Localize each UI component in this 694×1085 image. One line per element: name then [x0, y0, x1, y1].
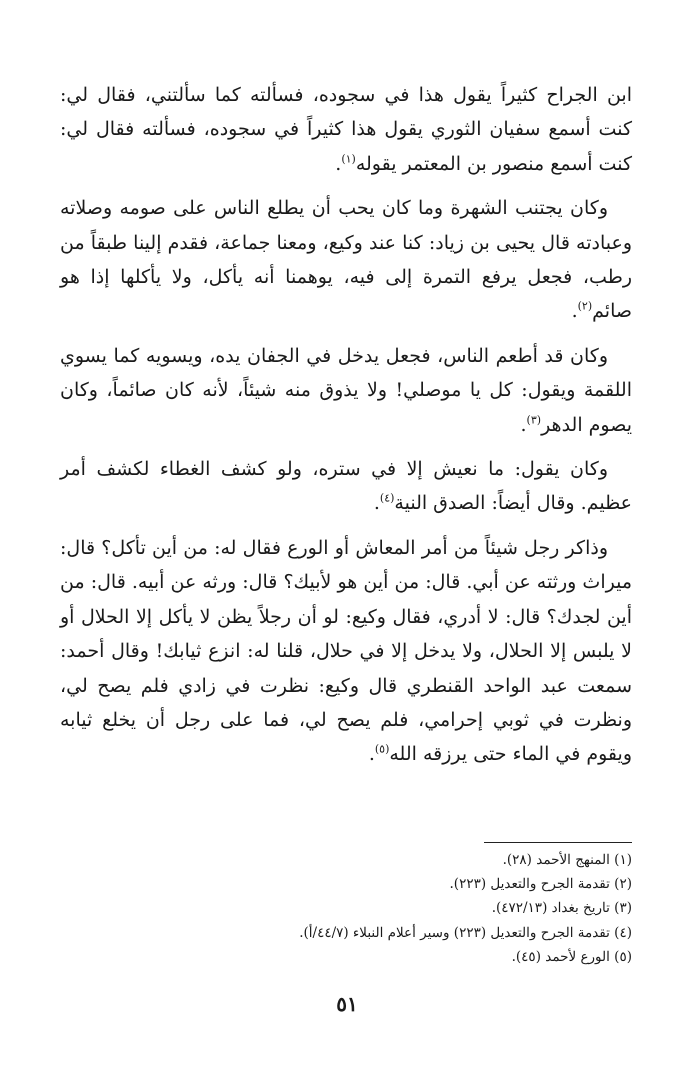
- paragraph-5: [60, 531, 632, 772]
- paragraph-end: .: [373, 492, 380, 515]
- paragraph-end: .: [335, 152, 342, 175]
- paragraph-text: وكان يجتنب الشهرة وما كان يحب أن يطلع الناس على صومه وصلاته وعبادته قال يحيى بن زياد: كنا عند وكيع، ومعنا جماعة، فقدم إلينا طبقاً من رطب، فجعل يرفع التمرة إلى فيه، يوهمنا أنه يأكل، ولا يأكلها إذا هو صائم: [60, 197, 632, 323]
- footnote-3: (٣) تاريخ بغداد (٤٧٢/١٣).: [491, 900, 632, 917]
- paragraph-text: وكان يقول: ما نعيش إلا في ستره، ولو كشف الغطاء لكشف أمر عظيم. وقال أيضاً: الصدق النية: [60, 458, 632, 515]
- main-text: [60, 78, 632, 782]
- paragraph-4: [60, 452, 632, 521]
- page-number: ٥١: [336, 992, 358, 1016]
- paragraph-text: وذاكر رجل شيئاً من أمر المعاش أو الورع فقال له: من أين تأكل؟ قال: ميراث ورثته عن أبي. قال: من أين هو لأبيك؟ قال: ورثه عن أبيه. قال: من أين لجدك؟ قال: لا أدري، فقال وكيع: لو أن رجلاً يظن لا يأكل إلا الحلال أو لا يلبس إلا الحلال، ولا يدخل إلا في حلال، قلنا له: انزع ثيابك! وقال أحمد: سمعت عبد الواحد القنطري قال وكيع: نظرت في زادي فلم يصح لي، ونظرت في ثوبي إحرامي، فلم يصح لي، فما على رجل أن يخلع ثيابه ويقوم في الماء حتى يرزقه الله: [60, 536, 632, 766]
- paragraph-text: وكان قد أطعم الناس، فجعل يدخل في الجفان يده، ويسويه كما يسوي اللقمة ويقول: كل يا موصلي! ولا يذوق منه شيئاً، لأنه كان صائماً، وكان يصوم الدهر: [60, 344, 632, 436]
- footnote-marker: (٣): [526, 413, 542, 427]
- footnote-marker: (٤): [379, 492, 395, 506]
- footnote-separator: [484, 842, 632, 843]
- paragraph-text: ابن الجراح كثيراً يقول هذا في سجوده، فسألته كما سألتني، فقال لي: كنت أسمع سفيان الثوري يقول هذا كثيراً في سجوده، فسألته فقال لي: كنت أسمع منصور بن المعتمر يقوله: [60, 84, 632, 175]
- paragraph-end: .: [368, 743, 375, 766]
- paragraph-2: [60, 191, 632, 329]
- paragraph-end: .: [571, 300, 578, 323]
- footnote-marker: (٥): [374, 742, 390, 756]
- footnote-5: (٥) الورع لأحمد (٤٥).: [511, 948, 632, 965]
- footnotes: [60, 848, 632, 969]
- footnote-1: (١) المنهج الأحمد (٢٨).: [502, 852, 632, 868]
- footnote-2: (٢) تقدمة الجرح والتعديل (٢٢٣).: [449, 876, 632, 893]
- footnote-marker: (٢): [577, 300, 593, 314]
- paragraph-end: .: [520, 413, 527, 436]
- footnote-marker: (١): [341, 152, 356, 166]
- paragraph-1: [60, 78, 632, 181]
- footnote-4: (٤) تقدمة الجرح والتعديل (٢٢٣) وسير أعلام النبلاء (٤٤/٧/أ).: [299, 924, 632, 941]
- paragraph-3: [60, 339, 632, 442]
